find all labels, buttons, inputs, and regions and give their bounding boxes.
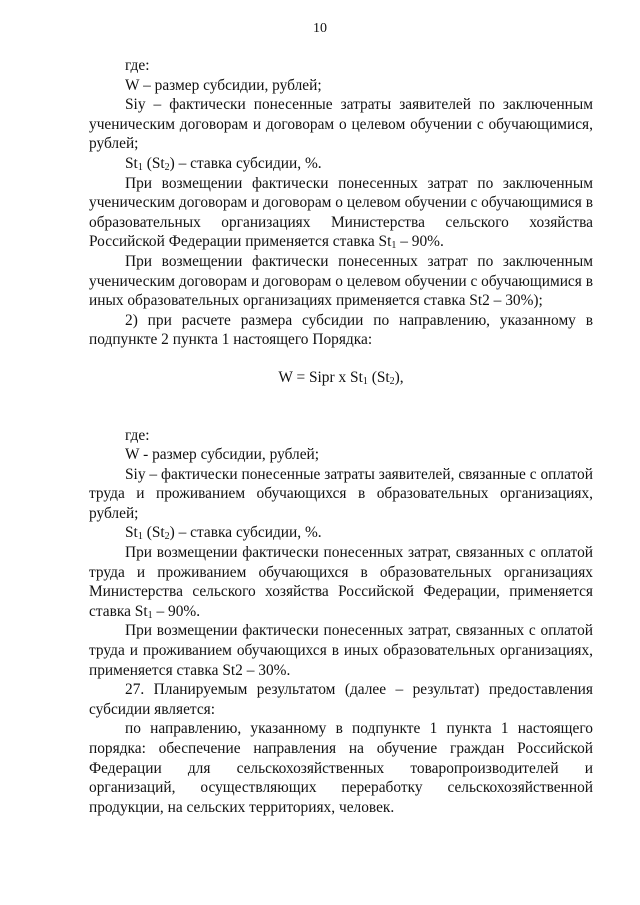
rate-90-paragraph-2: При возмещении фактически понесенных затрат, связанных с оплатой труда и проживанием обучающихся в образовательных организациях Министерства сельского хозяйства Российской Федерации, применяется ставка $St_1 - 90\%$. [89, 544, 593, 621]
where-label-1: где: [125, 57, 150, 74]
page-number: 10 [313, 21, 327, 36]
w-definition-1: W – размер субсидии, рублей; [125, 76, 322, 94]
result-paragraph: по направлению, указанному в подпункте 1 пункта 1 настоящего порядка: обеспечение направления на обучение граждан Российской Федерации для сельскохозяйственных товаропроизводителей и организаций, осуществляющих переработку сельскохозяйственной продукции, на сельских территориях, человек. [89, 720, 593, 816]
rate-30-paragraph-1: При возмещении фактически понесенных затрат по заключенным ученическим договорам и договорам о целевом обучении с обучающимися в иных образовательных организациях применяется ставка St2 – 30%); [89, 252, 593, 310]
item-2-paragraph: 2) при расчете размера субсидии по направлению, указанному в подпункте 2 пункта 1 настоящего Порядка: [89, 311, 593, 349]
w-definition-2: W - размер субсидии, рублей; [125, 446, 320, 464]
rate-definition-2: $St_1$ $(St_2)$ – ставка субсидии, %. [125, 524, 322, 543]
siy-definition-2: Siy – фактически понесенные затраты заявителей, связанные с оплатой труда и проживанием обучающихся в образовательных организациях, рублей; [89, 465, 593, 522]
rate-30-paragraph-2: При возмещении фактически понесенных затрат, связанных с оплатой труда и проживанием обучающихся в иных образовательных организациях, применяется ставка St2 – 30%. [89, 622, 593, 679]
formula: W = Sipr x $St_1$ $(St_2)$, [278, 368, 404, 387]
rate-definition-1: $St_1$ $(St_2)$ – ставка субсидии, %. [125, 154, 322, 173]
where-label-2: где: [125, 426, 150, 444]
rate-90-paragraph-1: При возмещении фактически понесенных затрат по заключенным ученическим договорам и договорам о целевом обучении с обучающимися в образовательных организациях Министерства сельского хозяйства Российской Федерации применяется ставка $St_1 - 90\%$. [89, 174, 593, 252]
siy-definition-1: Siy – фактически понесенные затраты заявителей по заключенным ученическим договорам и договорам о целевом обучении с обучающимися, рублей; [89, 96, 593, 153]
document-body [89, 56, 593, 817]
item-27-paragraph: 27. Планируемым результатом (далее – результат) предоставления субсидии является: [89, 681, 593, 718]
